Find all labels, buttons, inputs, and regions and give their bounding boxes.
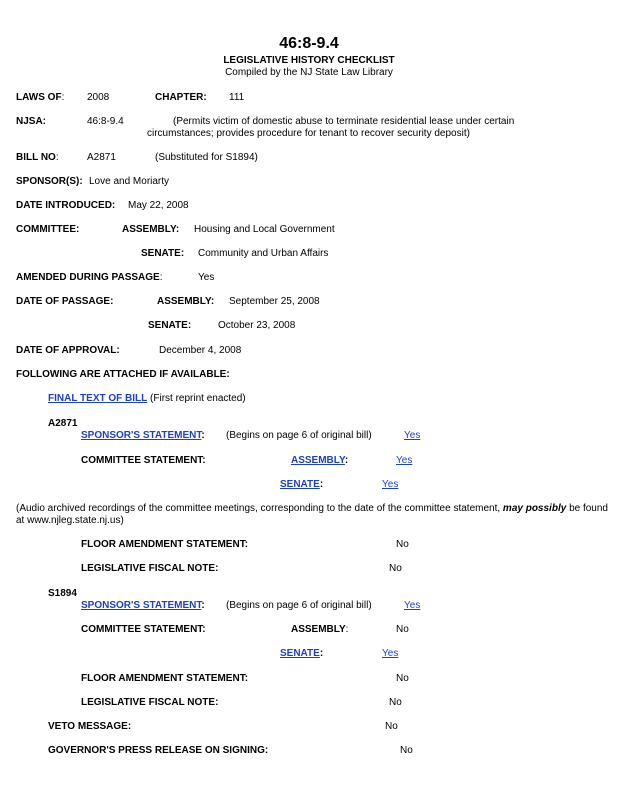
passage-senate-value: October 23, 2008 xyxy=(218,320,296,331)
s1894-assembly: ASSEMBLY: xyxy=(291,624,349,635)
s1894-sponsor-statement-link[interactable]: SPONSOR'S STATEMENT xyxy=(81,600,202,611)
a2871-sponsor-statement-link[interactable]: SPONSOR'S STATEMENT xyxy=(81,430,202,441)
s1894-senate: SENATE: xyxy=(280,648,324,659)
amended-label: AMENDED DURING PASSAGE: xyxy=(16,272,163,283)
committee-label: COMMITTEE: xyxy=(16,224,80,235)
bill-no-label: BILL NO: xyxy=(16,152,59,163)
s1894-sponsor-note: (Begins on page 6 of original bill) xyxy=(226,600,372,611)
passage-assembly-label: ASSEMBLY: xyxy=(157,296,215,307)
final-text-row xyxy=(48,393,246,405)
audio-note-line2: at www.njleg.state.nj.us) xyxy=(16,515,124,526)
date-of-passage-label: DATE OF PASSAGE: xyxy=(16,296,114,307)
a2871-label: A2871 xyxy=(48,418,78,429)
a2871-assembly-yes-link[interactable]: Yes xyxy=(396,455,413,466)
date-of-approval-value: December 4, 2008 xyxy=(159,345,242,356)
passage-senate-label: SENATE: xyxy=(148,320,192,331)
committee-senate-value: Community and Urban Affairs xyxy=(198,248,329,259)
passage-assembly-value: September 25, 2008 xyxy=(229,296,320,307)
attached-heading: FOLLOWING ARE ATTACHED IF AVAILABLE: xyxy=(16,369,230,380)
s1894-label: S1894 xyxy=(48,588,77,599)
s1894-fiscal-value: No xyxy=(389,697,402,708)
committee-assembly-value: Housing and Local Government xyxy=(194,224,335,235)
a2871-committee-label: COMMITTEE STATEMENT: xyxy=(81,455,206,466)
substituted-note: (Substituted for S1894) xyxy=(155,152,258,163)
veto-value: No xyxy=(385,721,398,732)
a2871-fiscal-value: No xyxy=(389,563,402,574)
chapter-number: 111 xyxy=(229,92,245,103)
final-text-note: (First reprint enacted) xyxy=(150,393,246,404)
njsa-description-line1: (Permits victim of domestic abuse to terminate residential lease under certain xyxy=(173,116,515,127)
a2871-fiscal-label: LEGISLATIVE FISCAL NOTE: xyxy=(81,563,219,574)
a2871-floor-value: No xyxy=(396,539,409,550)
njsa-description-line2: circumstances; provides procedure for tenant to recover security deposit) xyxy=(147,128,470,139)
s1894-fiscal-label: LEGISLATIVE FISCAL NOTE: xyxy=(81,697,219,708)
bill-number: A2871 xyxy=(87,152,116,163)
njsa-label: NJSA: xyxy=(16,116,47,127)
date-introduced-value: May 22, 2008 xyxy=(128,200,189,211)
press-release-value: No xyxy=(400,745,413,756)
committee-assembly-label: ASSEMBLY: xyxy=(122,224,180,235)
final-text-link[interactable]: FINAL TEXT OF BILL xyxy=(48,393,148,404)
chapter-label: CHAPTER: xyxy=(155,92,207,103)
a2871-senate: SENATE: xyxy=(280,479,324,490)
laws-of-label: LAWS OF: xyxy=(16,92,65,103)
a2871-floor-label: FLOOR AMENDMENT STATEMENT: xyxy=(81,539,249,550)
s1894-senate-link[interactable]: SENATE xyxy=(280,648,320,659)
date-introduced-label: DATE INTRODUCED: xyxy=(16,200,116,211)
press-release-label: GOVERNOR'S PRESS RELEASE ON SIGNING: xyxy=(48,745,269,756)
a2871-sponsor-note: (Begins on page 6 of original bill) xyxy=(226,430,372,441)
amended-value: Yes xyxy=(198,272,215,283)
sponsors-names: Love and Moriarty xyxy=(89,176,170,187)
a2871-sponsor-yes-link[interactable]: Yes xyxy=(404,430,421,441)
laws-of-year: 2008 xyxy=(87,92,110,103)
s1894-sponsor-statement: SPONSOR'S STATEMENT: xyxy=(81,600,205,611)
s1894-committee-label: COMMITTEE STATEMENT: xyxy=(81,624,206,635)
a2871-assembly: ASSEMBLY: xyxy=(291,455,349,466)
njsa-number: 46:8-9.4 xyxy=(87,116,124,127)
date-of-approval-label: DATE OF APPROVAL: xyxy=(16,345,120,356)
s1894-senate-yes-link[interactable]: Yes xyxy=(382,648,399,659)
a2871-sponsor-statement: SPONSOR'S STATEMENT: xyxy=(81,430,205,441)
s1894-floor-label: FLOOR AMENDMENT STATEMENT: xyxy=(81,673,249,684)
a2871-senate-yes-link[interactable]: Yes xyxy=(382,479,399,490)
statute-title: 46:8-9.4 xyxy=(279,35,339,52)
compiled-by: Compiled by the NJ State Law Library xyxy=(225,67,393,78)
committee-senate-label: SENATE: xyxy=(141,248,185,259)
s1894-floor-value: No xyxy=(396,673,409,684)
s1894-sponsor-yes-link[interactable]: Yes xyxy=(404,600,421,611)
veto-label: VETO MESSAGE: xyxy=(48,721,132,732)
audio-note-line1: (Audio archived recordings of the committee meetings, corresponding to the date of the committee statement, may possibly be found xyxy=(16,503,608,514)
s1894-assembly-value: No xyxy=(396,624,409,635)
a2871-assembly-link[interactable]: ASSEMBLY xyxy=(291,455,345,466)
checklist-heading: LEGISLATIVE HISTORY CHECKLIST xyxy=(223,55,395,66)
sponsors-label: SPONSOR(S): xyxy=(16,176,83,187)
a2871-senate-link[interactable]: SENATE xyxy=(280,479,320,490)
